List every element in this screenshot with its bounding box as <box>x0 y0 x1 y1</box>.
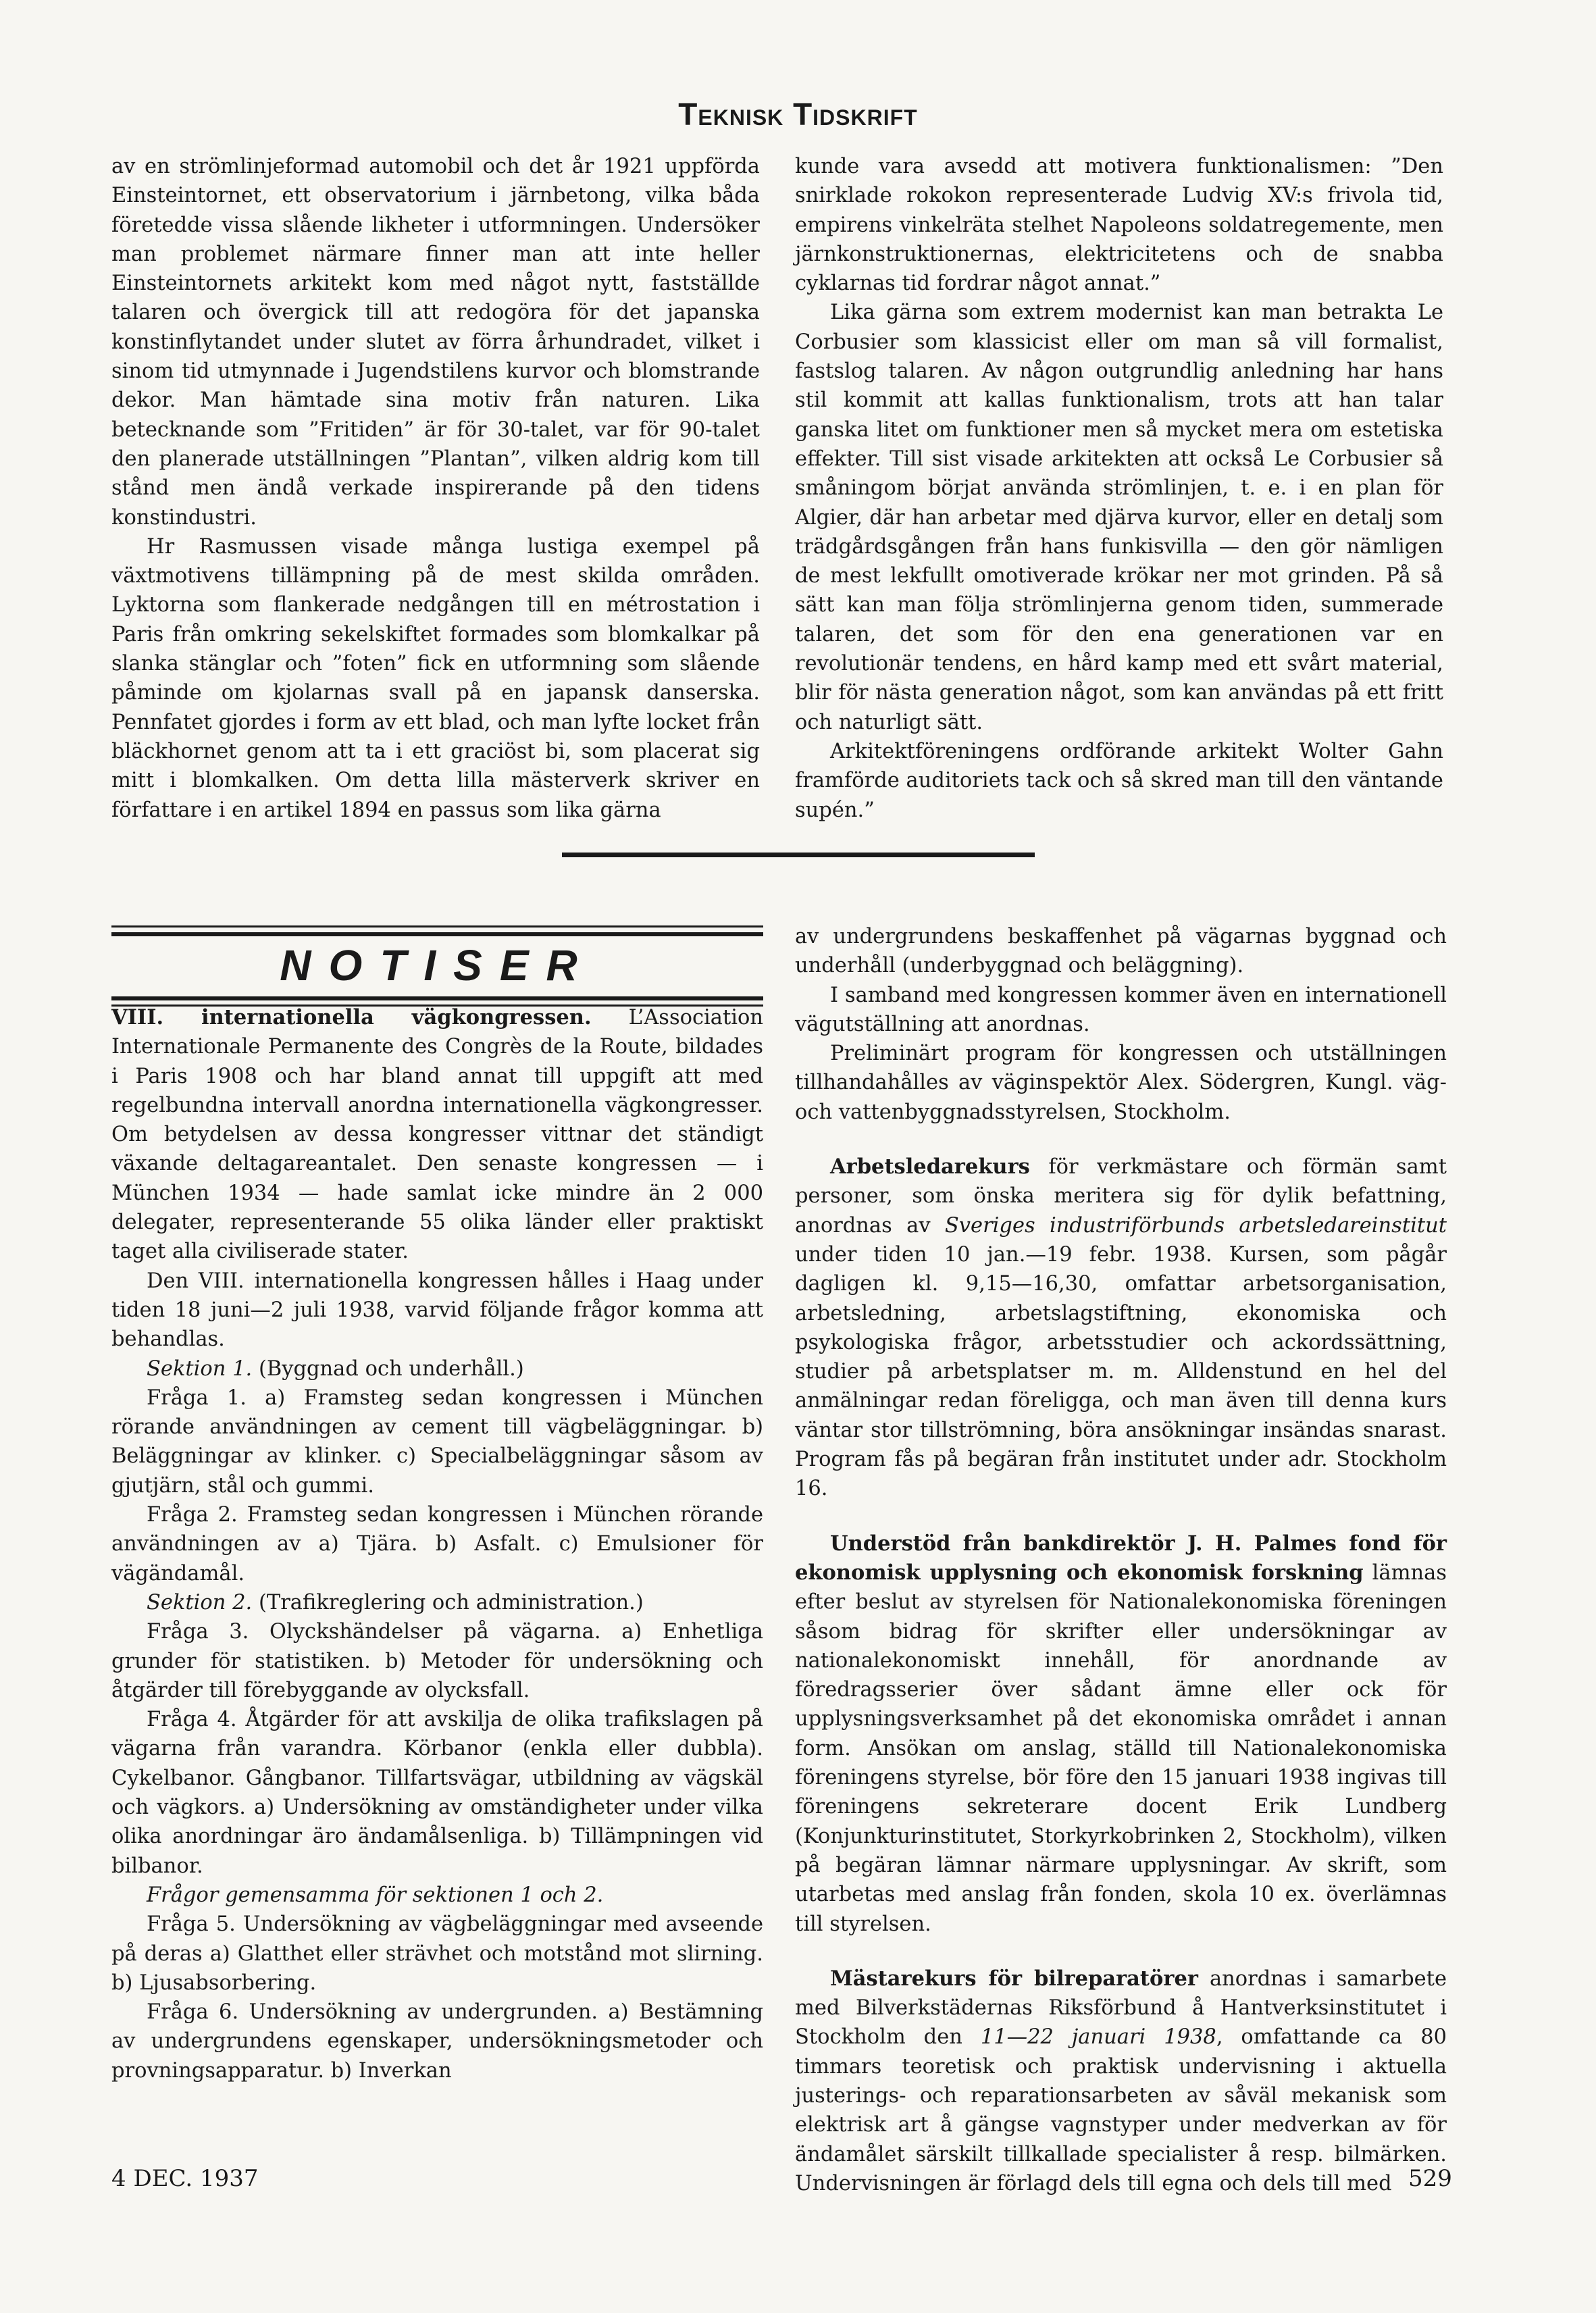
paragraph: Preliminärt program för kongressen och utställningen tillhandahålles av väginspektör Alex. Södergren, Kungl. väg- och vattenbyggnadsstyrelsen, Stockholm. <box>795 1042 1447 1124</box>
section-line <box>111 1588 763 1617</box>
paragraph: av en strömlinjeformad automobil och det år 1921 uppförda Einsteintornet, ett observatorium i järnbetong, vilka båda företedde vissa slående likheter i utformningen. Undersöker man problemet närmare finner man att inte heller Einsteintornets arkitekt kom med något nytt, fastställde talaren och övergick till att redogöra för det japanska konstinflytandet under slutet av förra århundradet, vilket i sinom tid utmynnade i Jugendstilens kurvor och blomstrande dekor. Man hämtade sina motiv från naturen. Lika betecknande som ”Fritiden” är för 30-talet, var för 90-talet den planerade utställningen ”Plantan”, vilken aldrig kom till stånd men ändå verkade inspirerande på den tidens konstindustri. <box>111 155 760 530</box>
notice-text: L’Association Internationale Permanente des Congrès de la Route, bildades i Paris 1908 och har bland annat till uppgift att med regelbundna intervall anordna internationella vägkongresser. Om betydelsen av dessa kongresser vittnar det ständigt växande deltagareantalet. Den senaste kongressen — i München 1934 — hade samlat icke mindre än 2 000 delegater, representerande 55 olika länder eller praktiskt taget alla civiliserade stater. <box>111 1006 764 1264</box>
notice-arbetsledarekurs <box>795 1152 1447 1504</box>
notice-mastarekurs <box>795 1964 1447 2198</box>
notice-text: lämnas efter beslut av styrelsen för Nationalekonomiska föreningen såsom bidrag för skrifter eller undersökningar av nationalekonomiskt innehåll, för anordnande av föredragsserier över sådant ämne eller ock för upplysningsverksamhet på det ekonomiska området i annan form. Ansökan om anslag, ställd till Nationalekonomiska föreningens styrelse, bör före den 15 januari 1938 ingivas till föreningens sekreterare docent Erik Lundberg (Konjunkturinstitutet, Storkyrkobrinken 2, Stockholm), vilken på begäran lämnar närmare upplysningar. Av skrift, som utarbetas med anslag från fonden, skola 10 ex. överlämnas till styrelsen. <box>795 1560 1447 1936</box>
section-desc: (Byggnad och underhåll.) <box>252 1356 524 1381</box>
question: Fråga 3. Olyckshändelser på vägarna. a) Enhetliga grunder för statistiken. b) Metoder för undersökning och åtgärder till förebyggande av olycksfall. <box>111 1620 763 1702</box>
notice-vagkongressen <box>111 1003 763 1267</box>
issue-date: 4 DEC. 1937 <box>111 2165 259 2192</box>
rule <box>111 932 763 936</box>
notiser-left-column <box>111 1003 763 2085</box>
course-dates: 11—22 januari 1938 <box>980 2025 1216 2050</box>
section-line <box>111 1354 763 1383</box>
notice-heading: Understöd från bankdirektör J. H. Palmes fond för ekonomisk upplysning och ekonomisk forskning <box>795 1531 1447 1585</box>
paragraph: Hr Rasmussen visade många lustiga exempel på växtmotivens tillämpning på de mest skilda områden. Lyktorna som flankerade nedgången till en métrostation i Paris från omkring sekelskiftet formades som blomkalkar på slanka stänglar och ”foten” fick en utformning som slående påminde om kjolarnas svall på en japansk danserska. Pennfatet gjordes i form av ett blad, och man lyfte locket från bläckhornet genom att ta i ett graciöst bi, som placerat sig mitt i blomkalken. Om detta lilla mästerverk skriver en författare i en artikel 1894 en passus som lika gärna <box>111 534 760 822</box>
paragraph: kunde vara avsedd att motivera funktionalismen: ”Den snirklade rokokon representerade Ludvig XV:s frivola tid, empirens vinkelräta stelhet Napoleons soldatregemente, men järnkonstruktionernas, elektricitetens och de snabba cyklarnas tid fordrar något annat.” <box>795 155 1443 296</box>
paragraph: av undergrundens beskaffenhet på vägarnas byggnad och underhåll (underbyggnad och beläggning). <box>795 925 1447 978</box>
section-divider-rule <box>562 853 1035 857</box>
common-questions-label: Frågor gemensamma för sektionen 1 och 2. <box>147 1883 604 1907</box>
section-desc: (Trafikreglering och administration.) <box>252 1590 644 1615</box>
notice-text: anordnas i samarbete med Bilverkstädernas Riksförbund å Hantverksinstitutet i Stockholm den <box>795 1966 1447 2050</box>
page-number: 529 <box>1408 2165 1452 2192</box>
paragraph: Den VIII. internationella kongressen hålles i Haag under tiden 18 juni—2 juli 1938, varvid följande frågor komma att behandlas. <box>111 1269 763 1352</box>
question: Fråga 2. Framsteg sedan kongressen i München rörande användningen av a) Tjära. b) Asfalt. c) Emulsioner för vägändamål. <box>111 1503 763 1585</box>
notice-text: för verkmästare och förmän samt personer, som önska meritera sig för dylik befattning, anordnas av <box>795 1155 1447 1238</box>
article-continuation-left-column <box>111 152 760 825</box>
question: Fråga 1. a) Framsteg sedan kongressen i München rörande användningen av cement till vägbeläggningar. b) Beläggningar av klinker. c) Specialbeläggningar såsom av gjutjärn, stål och gummi. <box>111 1386 763 1498</box>
section-label: Sektion 1. <box>147 1356 253 1381</box>
article-continuation-right-column <box>795 152 1443 825</box>
section-label: Sektion 2. <box>147 1590 253 1615</box>
notice-palme-fond <box>795 1529 1447 1939</box>
notiser-heading-box <box>111 925 763 1010</box>
notice-text: under tiden 10 jan.—19 febr. 1938. Kursen, som pågår dagligen kl. 9,15—16,30, omfattar arbetsorganisation, arbetsledning, arbetslagstiftning, ekonomiska och psykologiska frågor, arbetsstudier och ackordssättning, studier på arbetsplatser m. m. Alldenstund en hel del anmälningar redan föreligga, och man även till denna kurs väntar stor tillströmning, böra ansökningar insändas snarast. Program fås på begäran från institutet under adr. Stockholm 16. <box>795 1242 1447 1501</box>
journal-masthead: Teknisk Tidskrift <box>678 97 918 132</box>
question: Fråga 6. Undersökning av undergrunden. a) Bestämning av undergrundens egenskaper, undersökningsmetoder och provningsapparatur. b) Inverkan <box>111 2000 763 2083</box>
notice-heading: Arbetsledarekurs <box>830 1154 1030 1179</box>
rule <box>111 925 763 927</box>
question: Fråga 4. Åtgärder för att avskilja de olika trafikslagen på vägarna från varandra. Körbanor (enkla eller dubbla). Cykelbanor. Gångbanor. Tillfartsvägar, utbildning av vägskäl och vägkors. a) Undersökning av omständigheter under vilka olika anordningar äro ändamålsenliga. b) Tillämpningen vid bilbanor. <box>111 1708 763 1878</box>
section-title: NOTISER <box>280 941 595 990</box>
question: Fråga 5. Undersökning av vägbeläggningar med avseende på deras a) Glatthet eller strävhet och motstånd mot slirning. b) Ljusabsorbering. <box>111 1912 763 1995</box>
paragraph: I samband med kongressen kommer även en internationell vägutställning att anordnas. <box>795 983 1447 1036</box>
notice-heading: Mästarekurs för bilreparatörer <box>830 1966 1198 1991</box>
paragraph: Arkitektföreningens ordförande arkitekt Wolter Gahn framförde auditoriets tack och så skred man till den väntande supén.” <box>795 739 1443 822</box>
organisation-name: Sveriges industriförbunds arbetsledareinstitut <box>944 1213 1447 1238</box>
notiser-right-column <box>795 922 1447 2198</box>
paragraph: Lika gärna som extrem modernist kan man betrakta Le Corbusier som klassicist eller om man så vill formalist, fastslog talaren. Av någon outgrundlig anledning har hans stil kommit att kallas funktionalism, trots att han talar ganska litet om funktioner men så mycket mera om estetiska effekter. Till sist visade arkitekten att också Le Corbusier så småningom börjat använda strömlinjen, t. e. i en plan för Algier, där han arbetar med djärva kurvor, eller en detalj som trädgårdsgången från hans funkisvilla — den gör nämligen de mest lekfullt omotiverade krökar ner mot grinden. På så sätt kan man följa strömlinjerna genom tiden, summerade talaren, det som för den ena generationen var en revolutionär tendens, en hård kamp med ett svårt material, blir för nästa generation något, som kan användas på ett fritt och naturligt sätt. <box>795 301 1443 734</box>
notice-text: , omfattande ca 80 timmars teoretisk och praktisk undervisning i aktuella justerings- och reparationsarbeten av såväl mekanisk som elektrisk art å gängse vagnstyper under medverkan av för ändamålet särskilt tillkallade specialister å resp. bilmärken. Undervisningen är förlagd dels till egna och dels till med <box>795 2025 1447 2195</box>
notice-heading: VIII. internationella vägkongressen. <box>111 1005 592 1030</box>
rule <box>111 996 763 1000</box>
